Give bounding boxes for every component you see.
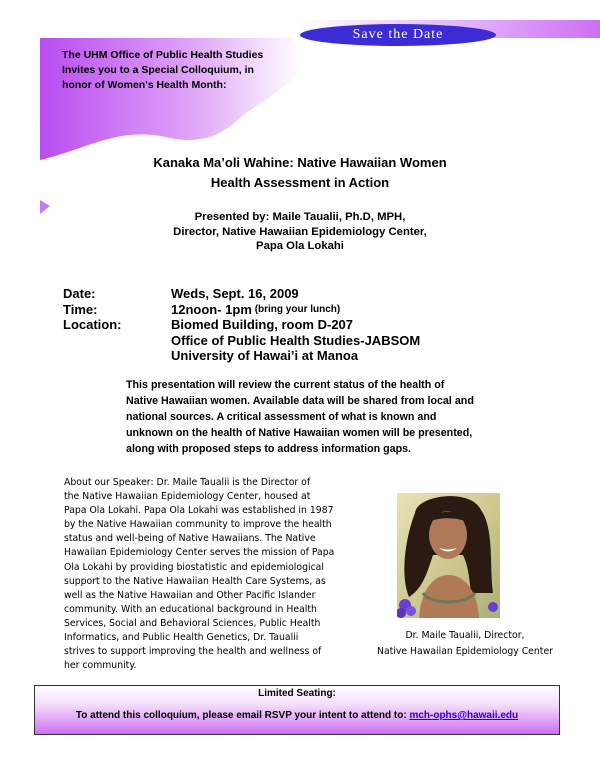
- abstract-line: unknown on the health of Native Hawaiian women will be presented,: [126, 427, 473, 439]
- caption-line: Dr. Maile Taualii, Director,: [405, 630, 525, 641]
- abstract-line: This presentation will review the current status of the health of: [126, 379, 445, 391]
- title-line: Health Assessment in Action: [210, 175, 390, 190]
- save-the-date-badge: [300, 24, 496, 46]
- location-line: Biomed Building, room D-207: [171, 317, 354, 332]
- time-note: (bring your lunch): [254, 303, 341, 315]
- location-label: Location:: [63, 317, 122, 332]
- bio-line: Informatics, and Public Health Genetics, Dr. Taualii: [64, 632, 299, 644]
- caption-line: Native Hawaiian Epidemiology Center: [377, 646, 553, 657]
- colloquium-title: [0, 153, 600, 193]
- presenter-line: Director, Native Hawaiian Epidemiology Center,: [173, 225, 427, 238]
- bio-line: well as the Native Hawaiian and Other Pacific Islander: [64, 589, 316, 601]
- invitation-line: The UHM Office of Public Health Studies: [62, 49, 264, 61]
- time-label: Time:: [63, 301, 98, 317]
- title-line: Kanaka Ma’oli Wahine: Native Hawaiian Women: [153, 155, 447, 170]
- invitation-text: [62, 48, 342, 93]
- bio-line: strives to support improving the health and wellness of: [64, 646, 322, 658]
- bio-line: support to the Native Hawaiian Health Care Systems, as: [64, 575, 326, 587]
- location-line: University of Hawai’i at Manoa: [171, 348, 359, 363]
- rsvp-email-link[interactable]: mch-ophs@hawaii.edu: [409, 710, 519, 721]
- date-row: [63, 286, 420, 302]
- invitation-line: honor of Women's Health Month:: [62, 79, 227, 91]
- date-value: Weds, Sept. 16, 2009: [171, 286, 299, 301]
- bio-line: Ola Lokahi by providing biostatistic and epidemiological: [64, 561, 324, 573]
- date-label: Date:: [63, 286, 96, 301]
- location-row: [63, 317, 420, 333]
- bio-line: Papa Ola Lokahi. Papa Ola Lokahi was established in 1987: [64, 505, 334, 517]
- limited-seating-label: Limited Seating:: [258, 688, 336, 699]
- abstract-line: Native Hawaiian women. Available data will be shared from local and: [126, 395, 474, 407]
- presenter-line: Presented by: Maile Taualii, Ph.D, MPH,: [194, 211, 406, 223]
- time-value: 12noon- 1pm: [171, 301, 252, 317]
- rsvp-text: [35, 710, 559, 721]
- photo-caption: [340, 628, 590, 660]
- bio-line: Services, Social and Behavioral Sciences, Public Health: [64, 617, 321, 629]
- bio-line: About our Speaker: Dr. Maile Taualii is the Director of: [64, 477, 311, 488]
- rsvp-box: [34, 685, 560, 735]
- rsvp-instruction: To attend this colloquium, please email RSVP your intent to attend to:: [75, 710, 410, 721]
- bio-line: Hawaiian Epidemiology Center serves the mission of Papa: [64, 547, 335, 559]
- presenter-info: [0, 210, 600, 254]
- bio-line: her community.: [64, 660, 137, 672]
- event-details: [63, 286, 420, 364]
- time-row: [63, 302, 420, 318]
- abstract-line: along with proposed steps to address information gaps.: [126, 443, 412, 455]
- bio-line: status and well-being of Native Hawaiians. The Native: [64, 533, 316, 545]
- speaker-bio: [64, 476, 346, 673]
- presentation-abstract: [126, 377, 521, 457]
- invitation-line: Invites you to a Special Colloquium, in: [62, 64, 254, 76]
- presenter-line: Papa Ola Lokahi: [256, 240, 344, 252]
- bio-line: by the Native Hawaiian community to improve the health: [64, 519, 332, 531]
- location-row-2: [63, 333, 420, 349]
- location-row-3: [63, 348, 420, 364]
- speaker-photo: [397, 493, 500, 618]
- location-line: Office of Public Health Studies-JABSOM: [171, 332, 421, 348]
- bio-line: the Native Hawaiian Epidemiology Center, housed at: [64, 491, 311, 503]
- abstract-line: national sources. A critical assessment of what is known and: [126, 411, 437, 423]
- bio-line: community. With an educational background in Health: [64, 603, 317, 615]
- save-the-date-label: Save the Date: [352, 27, 444, 42]
